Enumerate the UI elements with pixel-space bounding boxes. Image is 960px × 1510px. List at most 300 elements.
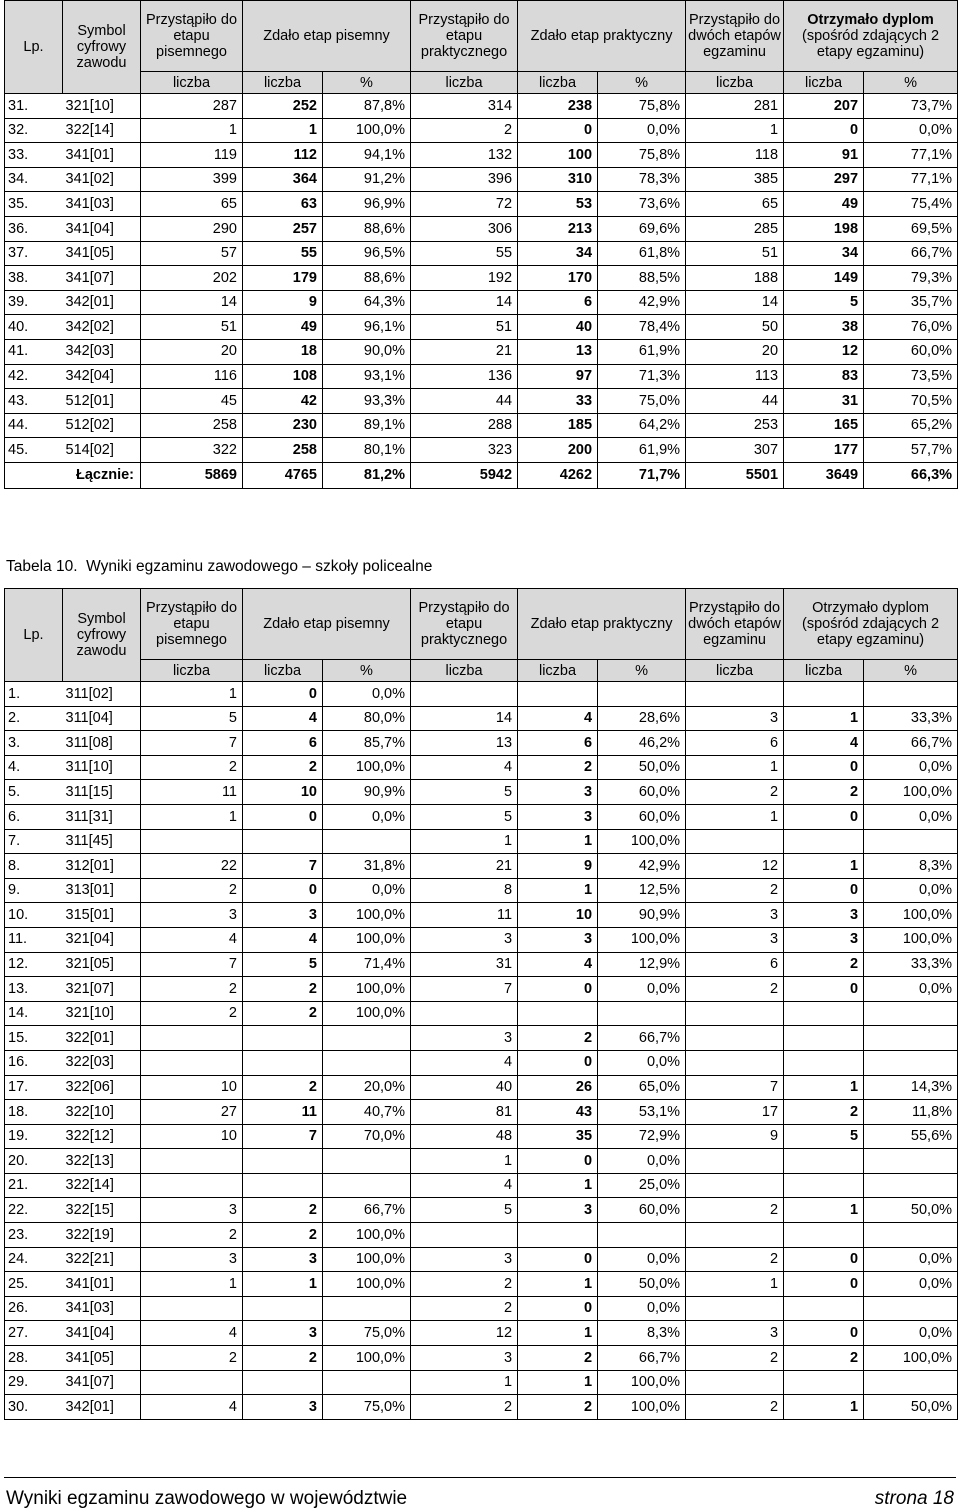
profession-symbol: 342[03] [63, 339, 141, 364]
table-cell: 27 [141, 1100, 243, 1125]
row-number: 25. [5, 1272, 63, 1297]
table-cell: 5 [243, 952, 323, 977]
profession-symbol: 322[13] [63, 1149, 141, 1174]
table-cell [243, 1050, 323, 1075]
table-cell: 3 [686, 706, 784, 731]
table-row [5, 1395, 958, 1420]
table-cell [864, 1149, 958, 1174]
table-row [5, 878, 958, 903]
table-cell [411, 1001, 518, 1026]
table-cell: 0,0% [598, 118, 686, 143]
table-cell: 2 [141, 878, 243, 903]
header-practical-entered: Przystąpiło do etapu praktycznego [411, 589, 518, 660]
table-cell: 8 [411, 878, 518, 903]
header-both-entered: Przystąpiło do dwóch etapów egzaminu [686, 1, 784, 72]
table-cell: 2 [518, 1395, 598, 1420]
table-cell: 2 [686, 1247, 784, 1272]
table-cell [784, 682, 864, 707]
table-cell: 90,9% [323, 780, 411, 805]
profession-symbol: 322[14] [63, 118, 141, 143]
table-row [5, 1223, 958, 1248]
profession-symbol: 512[02] [63, 413, 141, 438]
table-cell: 14,3% [864, 1075, 958, 1100]
header-sub: liczba [518, 660, 598, 682]
table-cell: 0 [518, 1149, 598, 1174]
table-cell: 0,0% [864, 977, 958, 1002]
table-cell: 35,7% [864, 290, 958, 315]
total-cell: 3649 [784, 462, 864, 488]
table-cell [518, 1223, 598, 1248]
table-cell: 5 [411, 1198, 518, 1223]
table-cell: 3 [686, 903, 784, 928]
table-cell: 3 [141, 1247, 243, 1272]
table-cell: 51 [686, 241, 784, 266]
table-cell: 100,0% [323, 118, 411, 143]
header-symbol: Symbol cyfrowy zawodu [63, 1, 141, 94]
row-number: 24. [5, 1247, 63, 1272]
table-cell: 2 [784, 780, 864, 805]
table-cell: 100,0% [323, 1247, 411, 1272]
table-cell: 3 [784, 903, 864, 928]
table-cell [686, 682, 784, 707]
profession-symbol: 321[07] [63, 977, 141, 1002]
table-cell: 77,1% [864, 143, 958, 168]
row-number: 31. [5, 94, 63, 119]
table-cell [141, 1370, 243, 1395]
table-cell [864, 682, 958, 707]
table-cell [323, 829, 411, 854]
table-cell [323, 1296, 411, 1321]
table-cell [864, 1296, 958, 1321]
table-cell: 13 [518, 339, 598, 364]
table-row [5, 192, 958, 217]
row-number: 11. [5, 927, 63, 952]
table-cell: 66,7% [864, 241, 958, 266]
table-cell [141, 829, 243, 854]
row-number: 36. [5, 216, 63, 241]
table-cell: 297 [784, 167, 864, 192]
table-cell: 100,0% [323, 927, 411, 952]
table-cell: 6 [686, 952, 784, 977]
table-cell: 179 [243, 266, 323, 291]
table-cell: 7 [411, 977, 518, 1002]
table-cell: 1 [518, 1272, 598, 1297]
table-cell: 0,0% [864, 878, 958, 903]
row-number: 39. [5, 290, 63, 315]
row-number: 19. [5, 1124, 63, 1149]
profession-symbol: 322[14] [63, 1173, 141, 1198]
table-cell: 0 [518, 1050, 598, 1075]
table-cell: 2 [686, 780, 784, 805]
table-row [5, 854, 958, 879]
table-cell: 33 [518, 389, 598, 414]
table-cell: 79,3% [864, 266, 958, 291]
profession-symbol: 342[04] [63, 364, 141, 389]
table-cell: 48 [411, 1124, 518, 1149]
table-cell: 78,3% [598, 167, 686, 192]
table-cell [141, 1296, 243, 1321]
table-cell: 8,3% [598, 1321, 686, 1346]
table-cell: 12 [784, 339, 864, 364]
table-cell: 281 [686, 94, 784, 119]
table-cell: 42,9% [598, 290, 686, 315]
profession-symbol: 342[02] [63, 315, 141, 340]
profession-symbol: 322[03] [63, 1050, 141, 1075]
table-cell: 7 [243, 854, 323, 879]
table-cell: 0,0% [864, 1272, 958, 1297]
table-cell: 165 [784, 413, 864, 438]
table-cell: 51 [141, 315, 243, 340]
table-cell: 2 [141, 977, 243, 1002]
table-cell [243, 1370, 323, 1395]
header-sub: % [864, 72, 958, 94]
table-cell: 2 [141, 1223, 243, 1248]
table-cell: 65,0% [598, 1075, 686, 1100]
table-cell: 132 [411, 143, 518, 168]
table-cell: 28,6% [598, 706, 686, 731]
table-cell: 2 [243, 1198, 323, 1223]
row-number: 4. [5, 755, 63, 780]
header-written-passed: Zdało etap pisemny [243, 589, 411, 660]
table-cell: 3 [243, 1395, 323, 1420]
table-cell: 1 [243, 1272, 323, 1297]
table-cell: 2 [686, 977, 784, 1002]
table-cell: 42 [243, 389, 323, 414]
table-cell: 200 [518, 438, 598, 463]
table-cell: 4 [411, 1050, 518, 1075]
table-cell: 10 [141, 1075, 243, 1100]
table-cell: 100,0% [323, 1001, 411, 1026]
table-cell [864, 1173, 958, 1198]
table-cell [784, 1370, 864, 1395]
header-written-entered: Przystąpiło do etapu pisemnego [141, 589, 243, 660]
table-cell: 207 [784, 94, 864, 119]
profession-symbol: 322[12] [63, 1124, 141, 1149]
table-cell: 5 [784, 290, 864, 315]
table-cell: 35 [518, 1124, 598, 1149]
table-cell: 70,0% [323, 1124, 411, 1149]
profession-symbol: 341[05] [63, 1346, 141, 1371]
table-cell: 3 [411, 927, 518, 952]
table-cell: 290 [141, 216, 243, 241]
table-cell: 0 [784, 1321, 864, 1346]
table-cell: 55 [411, 241, 518, 266]
table-cell: 7 [141, 952, 243, 977]
table-cell: 258 [243, 438, 323, 463]
table-cell: 202 [141, 266, 243, 291]
table-cell: 112 [243, 143, 323, 168]
profession-symbol: 342[01] [63, 290, 141, 315]
table-cell: 80,0% [323, 706, 411, 731]
table-cell: 61,9% [598, 438, 686, 463]
profession-symbol: 321[10] [63, 1001, 141, 1026]
header-sub: % [598, 72, 686, 94]
table-cell [598, 682, 686, 707]
table-cell: 11 [243, 1100, 323, 1125]
table-cell: 66,7% [598, 1026, 686, 1051]
table-cell: 44 [686, 389, 784, 414]
table-cell: 60,0% [598, 1198, 686, 1223]
row-number: 35. [5, 192, 63, 217]
table-cell: 177 [784, 438, 864, 463]
table-cell: 1 [686, 118, 784, 143]
row-number: 30. [5, 1395, 63, 1420]
table-cell: 96,5% [323, 241, 411, 266]
table-cell: 53,1% [598, 1100, 686, 1125]
profession-symbol: 322[01] [63, 1026, 141, 1051]
table-cell [141, 1050, 243, 1075]
row-number: 14. [5, 1001, 63, 1026]
profession-symbol: 322[10] [63, 1100, 141, 1125]
table-cell: 0,0% [864, 118, 958, 143]
table-cell: 1 [686, 804, 784, 829]
row-number: 41. [5, 339, 63, 364]
row-number: 43. [5, 389, 63, 414]
table-cell: 257 [243, 216, 323, 241]
row-number: 13. [5, 977, 63, 1002]
profession-symbol: 341[03] [63, 1296, 141, 1321]
table-cell: 4 [243, 706, 323, 731]
table-cell: 14 [686, 290, 784, 315]
table-cell: 50,0% [864, 1395, 958, 1420]
table-cell: 61,9% [598, 339, 686, 364]
table-row [5, 1149, 958, 1174]
table-cell: 81 [411, 1100, 518, 1125]
table-cell: 75,4% [864, 192, 958, 217]
table-cell [864, 1050, 958, 1075]
table-caption [6, 558, 432, 576]
table-cell: 192 [411, 266, 518, 291]
table-cell: 10 [141, 1124, 243, 1149]
table-cell: 14 [141, 290, 243, 315]
table-row [5, 1296, 958, 1321]
table-cell: 20 [686, 339, 784, 364]
table-cell: 40 [518, 315, 598, 340]
table-cell: 88,6% [323, 266, 411, 291]
results-table-continued [4, 0, 958, 489]
table-cell: 1 [141, 118, 243, 143]
table-cell [686, 1001, 784, 1026]
table-cell [518, 1001, 598, 1026]
table-cell: 1 [518, 878, 598, 903]
table-cell: 25,0% [598, 1173, 686, 1198]
table-cell: 1 [686, 755, 784, 780]
profession-symbol: 311[04] [63, 706, 141, 731]
table-cell: 4 [411, 1173, 518, 1198]
table-cell: 34 [784, 241, 864, 266]
table-cell: 31,8% [323, 854, 411, 879]
table-cell: 0 [784, 977, 864, 1002]
profession-symbol: 341[02] [63, 167, 141, 192]
table-cell: 43 [518, 1100, 598, 1125]
table-cell: 85,7% [323, 731, 411, 756]
table-cell: 75,0% [323, 1395, 411, 1420]
table-cell: 3 [518, 927, 598, 952]
table-cell [243, 1173, 323, 1198]
table-cell: 21 [411, 339, 518, 364]
table-cell: 83 [784, 364, 864, 389]
table-cell: 399 [141, 167, 243, 192]
table-cell: 0 [784, 118, 864, 143]
table-cell: 1 [141, 682, 243, 707]
table-cell: 4 [518, 952, 598, 977]
table-cell: 1 [784, 706, 864, 731]
table-cell: 2 [243, 1001, 323, 1026]
footer-divider [4, 1477, 956, 1478]
table-cell: 3 [243, 1247, 323, 1272]
table-cell: 213 [518, 216, 598, 241]
table-cell: 0,0% [323, 804, 411, 829]
table-cell: 87,8% [323, 94, 411, 119]
table-cell: 75,0% [323, 1321, 411, 1346]
table-cell: 66,7% [323, 1198, 411, 1223]
table-cell: 5 [784, 1124, 864, 1149]
table-cell: 1 [784, 1198, 864, 1223]
table-cell: 307 [686, 438, 784, 463]
table-row [5, 1370, 958, 1395]
table-cell: 198 [784, 216, 864, 241]
table-cell: 44 [411, 389, 518, 414]
header-written-passed: Zdało etap pisemny [243, 1, 411, 72]
table-cell: 14 [411, 290, 518, 315]
table-cell [243, 1149, 323, 1174]
profession-symbol: 311[15] [63, 780, 141, 805]
table-cell: 1 [518, 829, 598, 854]
row-number: 10. [5, 903, 63, 928]
table-row [5, 290, 958, 315]
row-number: 28. [5, 1346, 63, 1371]
table-cell [864, 1026, 958, 1051]
table-cell [686, 1223, 784, 1248]
table-row [5, 364, 958, 389]
table-cell [864, 829, 958, 854]
table-cell: 3 [518, 780, 598, 805]
table-cell: 2 [141, 755, 243, 780]
profession-symbol: 321[10] [63, 94, 141, 119]
table-cell: 4 [141, 1321, 243, 1346]
header-sub: liczba [141, 72, 243, 94]
row-number: 44. [5, 413, 63, 438]
table-cell: 93,1% [323, 364, 411, 389]
table-cell: 1 [518, 1173, 598, 1198]
row-number: 7. [5, 829, 63, 854]
profession-symbol: 341[04] [63, 1321, 141, 1346]
total-cell: 5942 [411, 462, 518, 488]
table-cell: 108 [243, 364, 323, 389]
table-row [5, 118, 958, 143]
profession-symbol: 341[01] [63, 143, 141, 168]
caption-label: Tabela 10. [6, 558, 78, 575]
table-cell: 1 [411, 1149, 518, 1174]
table-cell: 9 [243, 290, 323, 315]
table-cell: 97 [518, 364, 598, 389]
table-cell: 0 [243, 878, 323, 903]
table-cell: 364 [243, 167, 323, 192]
table-cell: 46,2% [598, 731, 686, 756]
table-cell: 33,3% [864, 952, 958, 977]
table-cell [686, 1296, 784, 1321]
table-cell: 64,3% [323, 290, 411, 315]
row-number: 8. [5, 854, 63, 879]
table-cell: 49 [243, 315, 323, 340]
profession-symbol: 341[01] [63, 1272, 141, 1297]
table-cell: 3 [243, 1321, 323, 1346]
table-cell: 100 [518, 143, 598, 168]
table-cell: 73,5% [864, 364, 958, 389]
table-cell: 20 [141, 339, 243, 364]
header-written-entered: Przystąpiło do etapu pisemnego [141, 1, 243, 72]
header-diploma-title: Otrzymało dyplom [807, 12, 934, 28]
row-number: 23. [5, 1223, 63, 1248]
table-row [5, 804, 958, 829]
table-cell: 9 [686, 1124, 784, 1149]
total-cell: 66,3% [864, 462, 958, 488]
table-row [5, 1173, 958, 1198]
row-number: 34. [5, 167, 63, 192]
table-cell: 100,0% [598, 1370, 686, 1395]
table-cell: 0,0% [598, 1296, 686, 1321]
table-cell: 12,5% [598, 878, 686, 903]
profession-symbol: 312[01] [63, 854, 141, 879]
table-cell: 238 [518, 94, 598, 119]
table-cell: 33,3% [864, 706, 958, 731]
table-cell [141, 1173, 243, 1198]
table-cell: 314 [411, 94, 518, 119]
table-row [5, 682, 958, 707]
row-number: 3. [5, 731, 63, 756]
table-cell: 4 [141, 1395, 243, 1420]
profession-symbol: 341[05] [63, 241, 141, 266]
table-cell: 31 [411, 952, 518, 977]
table-cell: 77,1% [864, 167, 958, 192]
table-cell: 26 [518, 1075, 598, 1100]
header-diploma-note: (spośród zdających 2 etapy egzaminu) [802, 616, 940, 648]
total-cell: 71,7% [598, 462, 686, 488]
table-cell: 170 [518, 266, 598, 291]
table-cell: 4 [784, 731, 864, 756]
table-cell [243, 829, 323, 854]
table-cell [686, 1050, 784, 1075]
table-cell: 75,8% [598, 94, 686, 119]
total-cell: 5869 [141, 462, 243, 488]
header-lp: Lp. [5, 1, 63, 94]
table-cell: 7 [243, 1124, 323, 1149]
total-label: Łącznie: [5, 462, 141, 488]
table-cell: 149 [784, 266, 864, 291]
table-cell: 1 [518, 1370, 598, 1395]
table-cell: 7 [686, 1075, 784, 1100]
table-cell: 2 [243, 755, 323, 780]
table-cell: 0,0% [598, 977, 686, 1002]
table-cell: 253 [686, 413, 784, 438]
table-cell: 2 [411, 1395, 518, 1420]
table-cell: 5 [141, 706, 243, 731]
table-cell: 285 [686, 216, 784, 241]
table-cell: 53 [518, 192, 598, 217]
table-cell: 0,0% [598, 1050, 686, 1075]
table-cell: 64,2% [598, 413, 686, 438]
table-row [5, 216, 958, 241]
row-number: 1. [5, 682, 63, 707]
total-cell: 5501 [686, 462, 784, 488]
table-cell: 6 [243, 731, 323, 756]
table-row [5, 1050, 958, 1075]
table-cell: 2 [411, 1296, 518, 1321]
row-number: 37. [5, 241, 63, 266]
row-number: 9. [5, 878, 63, 903]
table-cell: 72 [411, 192, 518, 217]
table-cell: 96,9% [323, 192, 411, 217]
